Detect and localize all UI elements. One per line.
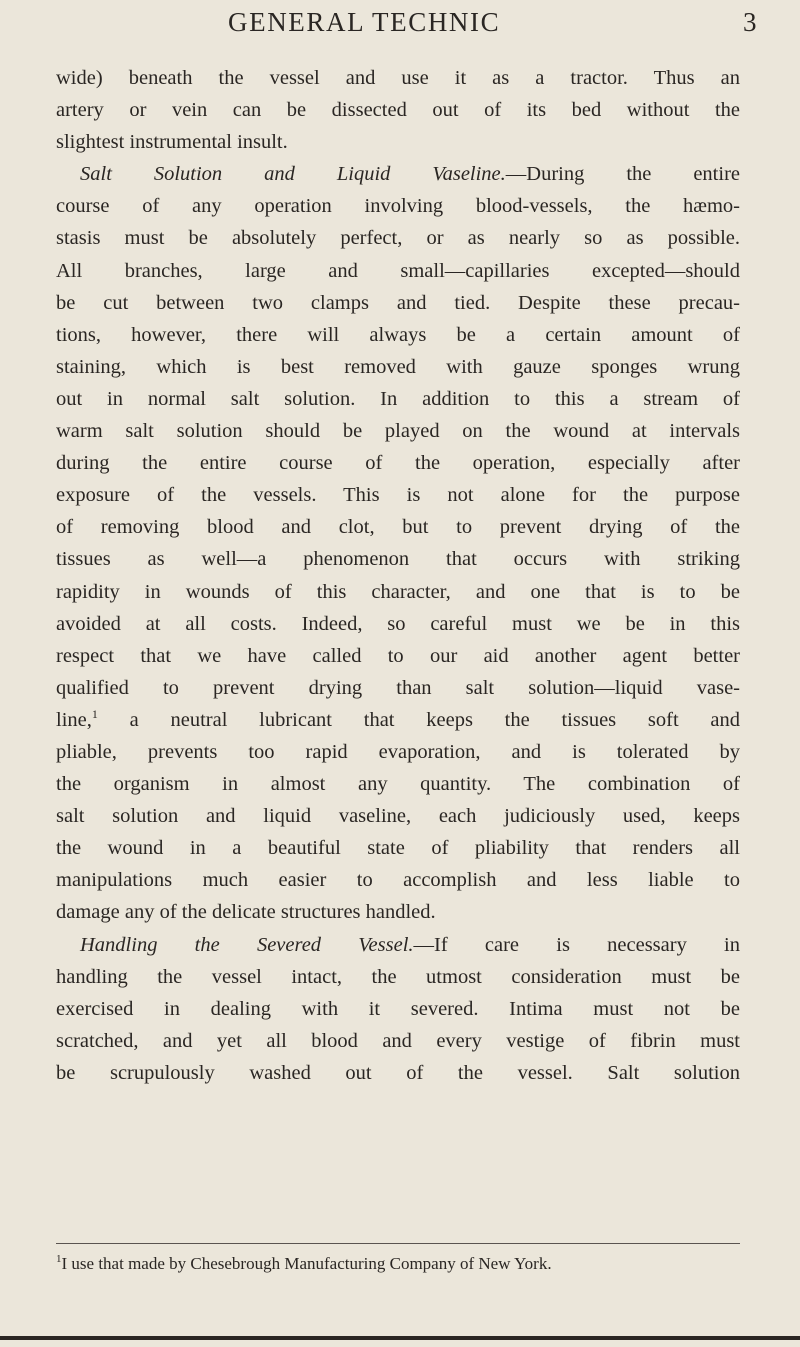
text-line: during the entire course of the operation, especially after (56, 452, 740, 475)
text-line: scratched, and yet all blood and every vestige of fibrin must (56, 1029, 740, 1052)
text-line: All branches, large and small—capillaries excepted—should (56, 259, 740, 282)
text-span: —During the entire (505, 163, 740, 186)
text-line (56, 158, 740, 190)
section-heading-salt-solution: Salt Solution and Liquid Vaseline. (80, 163, 506, 186)
text-line: damage any of the delicate structures handled. (56, 901, 436, 924)
text-line: warm salt solution should be played on the wound at intervals (56, 420, 740, 443)
footnote (56, 1252, 740, 1276)
text-line: exercised in dealing with it severed. Intima must not be (56, 997, 740, 1020)
text-line: wide) beneath the vessel and use it as a tractor. Thus an (56, 67, 740, 89)
text-span: line, (56, 708, 92, 731)
footnote-reference: 1 (91, 706, 98, 721)
text-line: artery or vein can be dissected out of its bed without the (56, 99, 740, 122)
scan-edge-bar (0, 1336, 800, 1340)
running-head: GENERAL TECHNIC (228, 7, 501, 37)
text-line (56, 929, 740, 961)
footnote-mark: 1 (56, 1253, 62, 1265)
text-span: a neutral lubricant that keeps the tissues soft and (97, 708, 740, 731)
text-line: staining, which is best removed with gauze sponges wrung (56, 355, 740, 378)
text-line: be scrupulously washed out of the vessel. Salt solution (56, 1061, 740, 1084)
text-line: tissues as well—a phenomenon that occurs with striking (56, 548, 740, 571)
text-line: stasis must be absolutely perfect, or as nearly so as possible. (56, 227, 740, 250)
text-line: qualified to prevent drying than salt solution—liquid vase- (56, 676, 740, 699)
footnote-text: I use that made by Chesebrough Manufacturing Company of New York. (61, 1254, 552, 1273)
text-line: manipulations much easier to accomplish and less liable to (56, 869, 740, 892)
text-line: handling the vessel intact, the utmost consideration must be (56, 965, 740, 988)
page-number: 3 (743, 7, 757, 37)
text-line: respect that we have called to our aid another agent better (56, 644, 740, 667)
text-line: out in normal salt solution. In addition to this a stream of (56, 387, 740, 410)
text-line: avoided at all costs. Indeed, so careful must we be in this (56, 612, 740, 635)
text-line: the wound in a beautiful state of pliability that renders all (56, 837, 740, 860)
text-line: pliable, prevents too rapid evaporation, and is tolerated by (56, 740, 740, 763)
text-line: exposure of the vessels. This is not alone for the purpose (56, 484, 740, 507)
body-text (56, 62, 740, 1089)
text-line (56, 704, 740, 736)
text-line: of removing blood and clot, but to prevent drying of the (56, 516, 740, 539)
text-line: be cut between two clamps and tied. Despite these precau- (56, 291, 740, 314)
text-line: salt solution and liquid vaseline, each judiciously used, keeps (56, 805, 740, 828)
text-line: tions, however, there will always be a certain amount of (56, 323, 740, 346)
text-line: course of any operation involving blood-vessels, the hæmo- (56, 195, 740, 218)
text-span: —If care is necessary in (413, 933, 740, 956)
text-line: rapidity in wounds of this character, and one that is to be (56, 580, 740, 603)
text-line: slightest instrumental insult. (56, 131, 288, 154)
section-heading-severed-vessel: Handling the Severed Vessel. (80, 933, 414, 956)
text-line: the organism in almost any quantity. The combination of (56, 773, 740, 796)
footnote-divider (56, 1243, 740, 1244)
